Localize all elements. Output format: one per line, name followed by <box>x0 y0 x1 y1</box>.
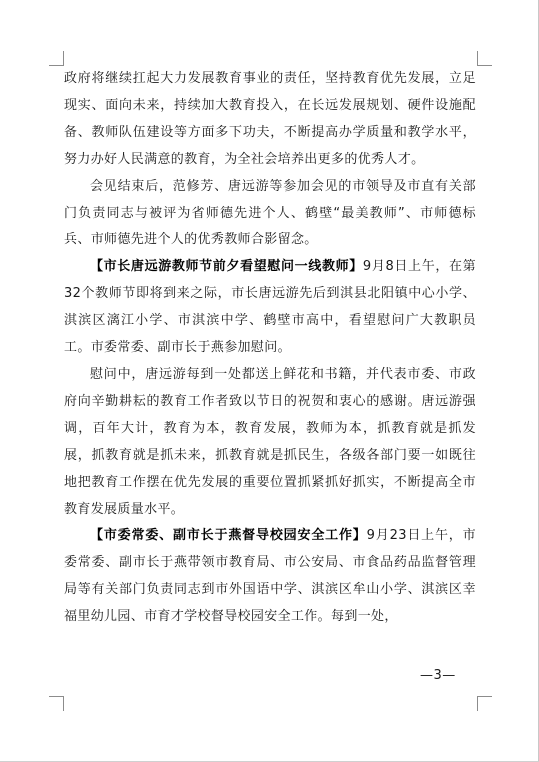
paragraph-text: 慰问中，唐远游每到一处都送上鲜花和书籍，并代表市委、市政府向辛勤耕耘的教育工作者致以节日的祝贺和衷心的感谢。唐远游强调，百年大计，教育为本，教育发展，教师为本，抓教育就是抓发展，抓教育就是抓未来，抓教育就是抓民生，各级各部门要一如既往地把教育工作摆在优先发展的重要位置抓紧抓好抓实，不断提高全市教育发展质量水平。 <box>64 366 476 517</box>
document-body <box>64 66 476 631</box>
paragraph-text: 政府将继续扛起大力发展教育事业的责任，坚持教育优先发展，立足现实、面向未来，持续加大教育投入，在长远发展规划、硬件设施配备、教师队伍建设等方面多下功夫，不断提高办学质量和教学水平，努力办好人民满意的教育，为全社会培养出更多的优秀人才。 <box>64 71 476 167</box>
paragraph-heading: 【市委常委、副市长于燕督导校园安全工作】 <box>90 528 367 544</box>
paragraph-text: 9月8日上午，在第32个教师节即将到来之际，市长唐远游先后到淇县北阳镇中心小学、淇滨区漓江小学、市淇滨中学、鹤壁市高中，看望慰问广大教职员工。市委常委、副市长于燕参加慰问。 <box>64 259 476 356</box>
paragraph-3 <box>64 254 476 362</box>
crop-mark-top-right <box>477 51 492 66</box>
paragraph-text: 会见结束后，范修芳、唐远游等参加会见的市领导及市直有关部门负责同志与被评为省师德先进个人、鹤壁“最美教师”、市师德标兵、市师德先进个人的优秀教师合影留念。 <box>64 178 476 248</box>
paragraph-1 <box>64 66 476 174</box>
paragraph-heading: 【市长唐远游教师节前夕看望慰问一线教师】 <box>90 259 363 275</box>
paragraph-4 <box>64 362 476 523</box>
crop-mark-bottom-left <box>49 696 64 711</box>
page-number: —3— <box>420 668 456 683</box>
paragraph-text: 9月23日上午，市委常委、副市长于燕带领市教育局、市公安局、市食品药品监督管理局等有关部门负责同志到市外国语中学、淇滨区牟山小学、淇滨区幸福里幼儿园、市育才学校督导校园安全工作。每到一处， <box>64 528 476 625</box>
paragraph-5 <box>64 523 476 631</box>
paragraph-2 <box>64 174 476 255</box>
crop-mark-top-left <box>49 51 64 66</box>
crop-mark-bottom-right <box>477 696 492 711</box>
